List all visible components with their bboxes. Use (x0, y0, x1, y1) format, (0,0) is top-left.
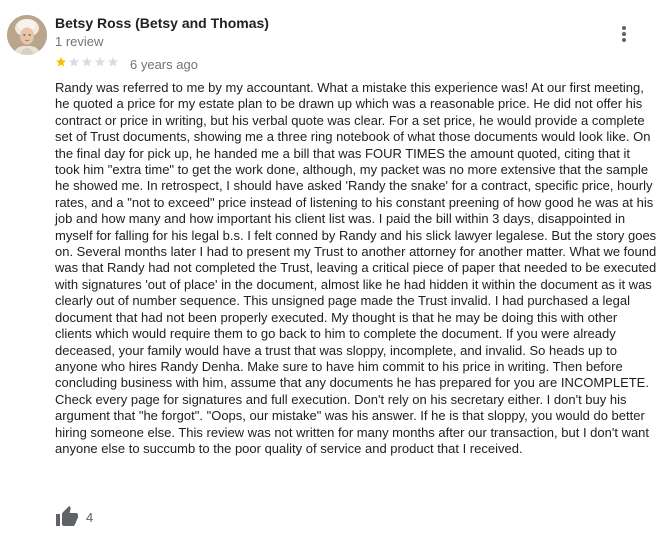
star-empty-icon (81, 56, 93, 68)
review-text-line: the final day for pick up, he handed me a bill that was FOUR TIMES the amount quoted, citing that it (55, 145, 630, 161)
review-text-line: clearly out of number sequence. This unsigned page made the Trust invalid. I had purchased a legal (55, 293, 631, 309)
like-button[interactable] (55, 505, 79, 529)
review-text-line: myself for falling for his legal b.s. I felt conned by Randy and his slick lawyer legalese. But the story goes (55, 227, 657, 243)
review-text (55, 80, 656, 457)
reviewer-review-count: 1 review (55, 34, 104, 49)
like-count: 4 (86, 510, 94, 525)
review-text-line: Check every page for signatures and full execution. Don't rely on his secretary either. I don't buy his (55, 391, 627, 407)
thumbs-up-icon (55, 505, 79, 529)
review-text-line: argument that "he forgot". "Oops, our mistake" was his answer. If he is that sloppy, you would do better (55, 408, 645, 424)
review-text-line: with signatures 'out of place' in the document, almost like he had hidden it within the document as it was (55, 276, 652, 292)
review-text-line: job and how many and how important his client list was. I paid the bill within 3 days, disappointed in (55, 211, 626, 227)
review-text-line: Randy was referred to me by my accountant. What a mistake this experience was! At our first meeting, (55, 80, 644, 95)
review-text-line: concluding business with him, assume that any documents he has prepared for you are INCOMPLETE. (55, 375, 649, 391)
review-text-line: clients which would require them to go back to him to complete the document. If you were already (55, 326, 616, 342)
review-text-line: was that Randy had not completed the Trust, leaving a critical piece of paper that needed to be executed (55, 260, 657, 276)
reviewer-name[interactable]: Betsy Ross (Betsy and Thomas) (55, 15, 269, 31)
review-text-line: document that had not been properly executed. My thought is that he may be doing this with other (55, 309, 618, 325)
more-vert-icon-dot (622, 38, 626, 42)
review-date: 6 years ago (130, 57, 198, 72)
more-vert-icon-dot (622, 26, 626, 30)
star-filled-icon (55, 56, 67, 68)
review-text-line: hiring someone else. This review was not written for many months after our transaction, but I don't want (55, 424, 650, 440)
star-rating (55, 56, 120, 70)
portrait-avatar-icon (7, 15, 47, 55)
review-text-line: he showed me. In retrospect, I should have asked 'Randy the snake' for a contract, specific price, hourly (55, 178, 653, 194)
review-text-line: anyone who hires Randy Denha. Make sure to have him commit to his price in writing. Then before (55, 358, 623, 374)
review-text-line: anyone else to succumb to the poor quality of service and product that I received. (55, 440, 523, 456)
review-text-line: took him "extra time" to get the work done, although, my packet was no more extensive that the sample (55, 162, 649, 178)
more-options-button[interactable] (612, 22, 636, 46)
review-text-line: set of Trust documents, showing me a three ring notebook of what those documents would look like. On (55, 129, 651, 145)
review-text-line: he quoted a price for my estate plan to be drawn up which was a reasonable price. He did not offer his (55, 96, 643, 112)
review-text-line: deceased, your family would have a trust that was sloppy, incomplete, and invalid. So heads up to (55, 342, 617, 358)
star-empty-icon (68, 56, 80, 68)
star-empty-icon (94, 56, 106, 68)
avatar[interactable] (7, 15, 47, 55)
review-text-line: contract or price in writing, but his verbal quote was clear. For a set price, he would provide a complete (55, 112, 645, 128)
star-empty-icon (107, 56, 119, 68)
review-text-line: on. Several months later I had to present my Trust to another attorney for another matter. What we found (55, 244, 657, 260)
more-vert-icon-dot (622, 32, 626, 36)
review-text-line: rates, and a "not to exceed" price instead of listening to his constant preening of how good he was at his (55, 194, 654, 210)
